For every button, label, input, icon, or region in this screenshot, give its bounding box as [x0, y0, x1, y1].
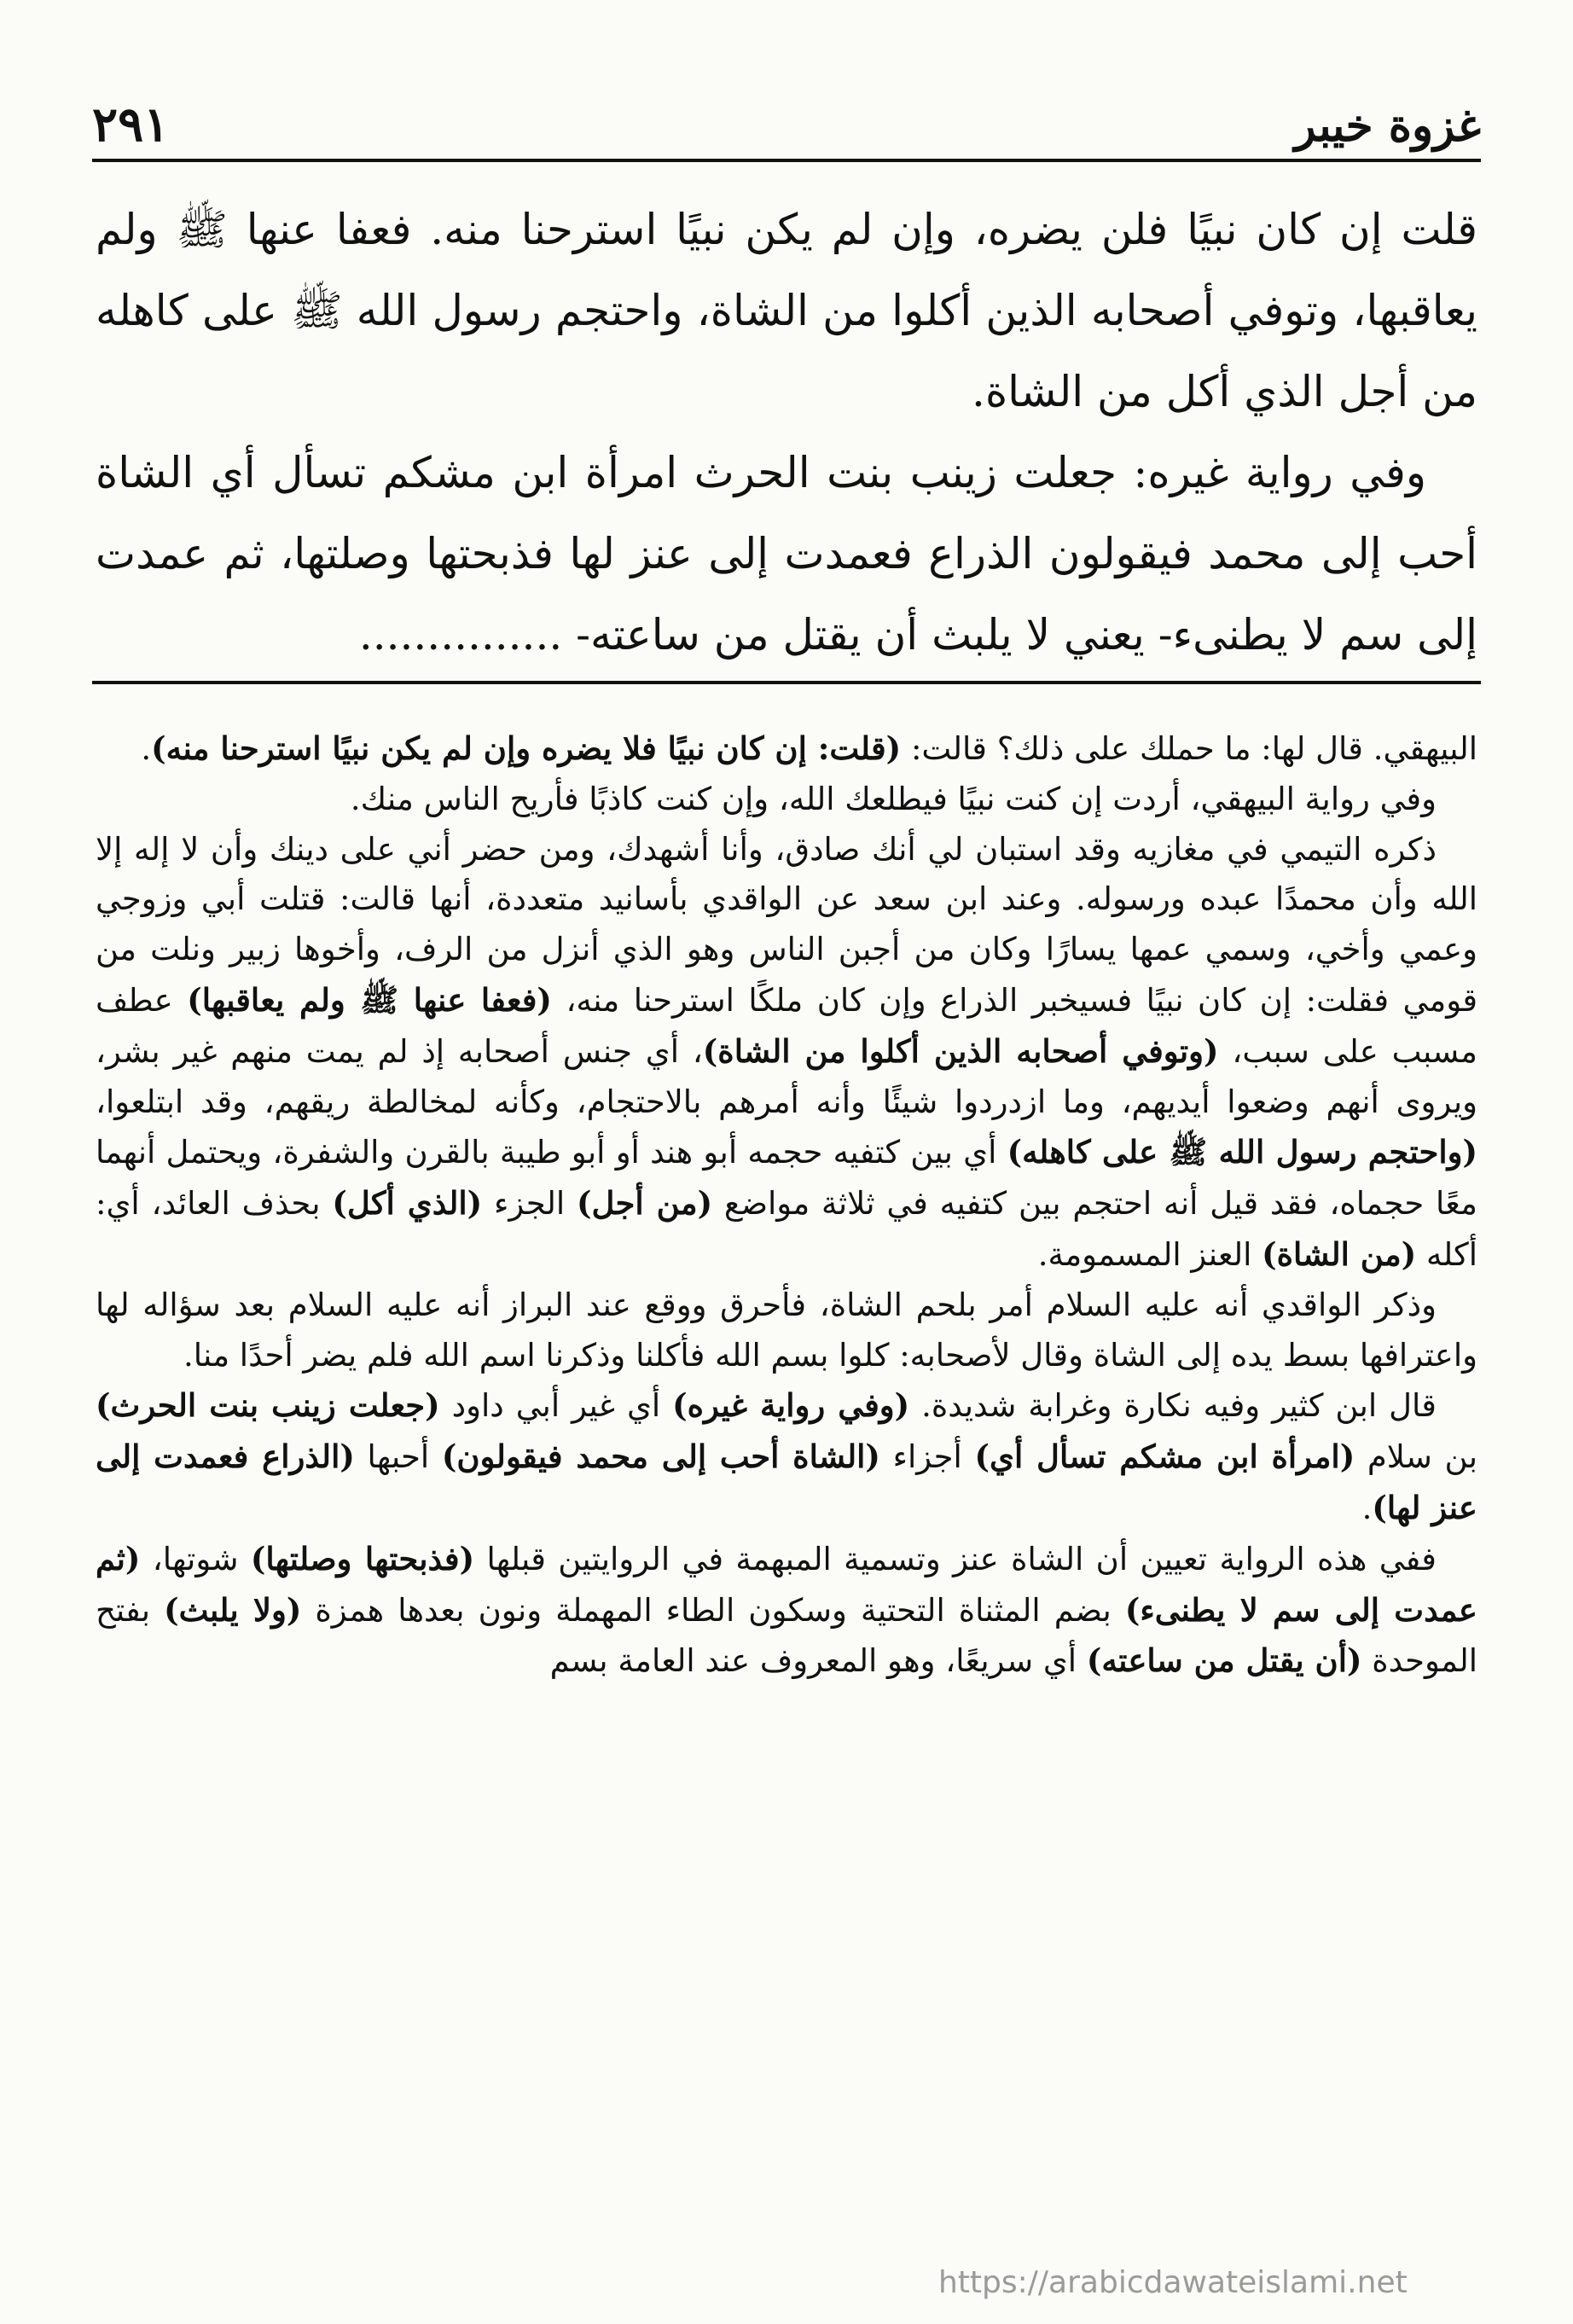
text-run: ففي هذه الرواية تعيين أن الشاة عنز وتسمية المبهمة في الروايتين قبلها — [474, 1540, 1437, 1577]
text-run: أي سريعًا، وهو المعروف عند العامة بسم — [549, 1642, 1087, 1680]
running-head — [92, 67, 1481, 153]
commentary-paragraph — [96, 1281, 1477, 1381]
text-run: ، أي جنس أصحابه إذ لم يمت منهم غير بشر، ويروى أنهم وضعوا أيديهم، وما ازدردوا شيئًا وأنه أمرهم بالاحتجام، وكأنه لمخالطة ريقهم، وقد ابتلعوا، — [96, 1032, 1477, 1120]
main-paragraph — [96, 189, 1477, 433]
bold-quote: (امرأة ابن مشكم تسأل أي) — [974, 1438, 1355, 1476]
text-run: العنز المسمومة. — [1037, 1235, 1262, 1273]
text-run: شوتها، — [140, 1540, 251, 1577]
bold-quote: (من الشاة) — [1262, 1235, 1417, 1273]
commentary-paragraph — [96, 1534, 1477, 1687]
text-run: عطف مسبب على سبب، — [96, 981, 1477, 1070]
bold-quote: (الشاة أحب إلى محمد فيقولون) — [441, 1438, 880, 1476]
bold-quote: (الذي أكل) — [332, 1184, 483, 1223]
text-run: قال ابن كثير وفيه نكارة وغرابة شديدة. — [909, 1387, 1437, 1425]
text-run: أجزاء — [879, 1438, 975, 1476]
bold-quote: (فذبحتها وصلتها) — [250, 1539, 475, 1577]
text-run: الجزء — [482, 1185, 578, 1223]
bold-quote: (أن يقتل من ساعته) — [1086, 1641, 1362, 1680]
text-run: أحبها — [354, 1438, 442, 1476]
separator-rule — [92, 681, 1481, 684]
bold-quote: (ثم عمدت إلى سم لا يطنىء) — [96, 1539, 1477, 1629]
commentary-text — [96, 723, 1477, 1687]
text-run: ذكره التيمي في مغازيه وقد استبان لي أنك صادق، وأنا أشهدك، ومن حضر أني على دينك وأن لا إله إلا الله وأن محمدًا عبده ورسوله. وعند ابن سعد عن الواقدي بأسانيد متعددة، أنها قالت: قتلت أبي وزوجي وعمي وأخي، وسمي عمها يسارًا وكان من أجبن الناس وهو الذي أنزل من الرف، وأخوها زبير ونلت من قومي فقلت: إن كان نبيًا فسيخبر الذراع وإن كان ملكًا استرحنا منه، — [96, 830, 1477, 1019]
text-run: . — [141, 730, 152, 767]
text-run: بضم المثناة التحتية وسكون الطاء المهملة ونون بعدها همزة — [301, 1591, 1125, 1629]
running-title: غزوة خيبر — [1294, 100, 1481, 152]
text-run: بحذف العائد، أي: أكله — [96, 1185, 1477, 1273]
text-run: وفي رواية البيهقي، أردت إن كنت نبيًا فيطلعك الله، وإن كنت كاذبًا فأريح الناس منك. — [350, 780, 1437, 817]
text-run: وفي رواية غيره: جعلت زينب بنت الحرث امرأة ابن مشكم تسأل أي الشاة أحب إلى محمد فيقولون الذراع فعمدت إلى عنز لها فذبحتها وصلتها، ثم عمدت إلى سم لا يطنىء- يعني لا يلبث أن يقتل من ساعته- ............... — [96, 448, 1477, 659]
commentary-paragraph — [96, 775, 1477, 825]
bold-quote: (واحتجم رسول الله ﷺ على كاهله) — [1007, 1133, 1478, 1171]
main-text — [96, 189, 1477, 676]
text-run: . — [1361, 1489, 1373, 1526]
commentary-paragraph — [96, 723, 1477, 775]
page-number: ٢٩١ — [92, 96, 170, 153]
bold-quote: (وتوفي أصحابه الذين أكلوا من الشاة) — [702, 1031, 1219, 1070]
header-rule — [92, 159, 1481, 162]
text-run: بن سلام — [1355, 1438, 1478, 1476]
bold-quote: (ولا يلبث) — [164, 1590, 302, 1629]
main-paragraph — [96, 433, 1477, 676]
commentary-paragraph — [96, 825, 1477, 1281]
text-run: وذكر الواقدي أنه عليه السلام أمر بلحم الشاة، فأحرق ووقع عند البراز أنه عليه السلام بعد سؤاله لها واعترافها بسط يده إلى الشاة وقال لأصحابه: كلوا بسم الله فأكلنا وذكرنا اسم الله فلم يضر أحدًا منا. — [96, 1286, 1477, 1374]
text-run: أي بين كتفيه حجمه أبو هند أو أبو طيبة بالقرن والشفرة، ويحتمل أنهما معًا حجماه، فقد قيل أنه احتجم بين كتفيه في ثلاثة مواضع — [96, 1134, 1477, 1223]
bold-quote: (قلت: إن كان نبيًا فلا يضره وإن لم يكن نبيًا استرحنا منه) — [151, 729, 902, 767]
text-run: أي غير أبي داود — [439, 1387, 673, 1425]
bold-quote: (الذراع فعمدت إلى عنز لها) — [96, 1438, 1477, 1526]
watermark-url: https://arabicdawateislami.net — [938, 2265, 1408, 2300]
bold-quote: (من أجل) — [577, 1184, 713, 1223]
bold-quote: (فعفا عنها ﷺ ولم يعاقبها) — [187, 980, 552, 1019]
text-run: بفتح الموحدة — [96, 1591, 1477, 1680]
commentary-paragraph — [96, 1380, 1477, 1533]
bold-quote: (وفي رواية غيره) — [672, 1386, 910, 1425]
text-run: البيهقي. قال لها: ما حملك على ذلك؟ قالت: — [901, 730, 1477, 767]
text-run: قلت إن كان نبيًا فلن يضره، وإن لم يكن نبيًا استرحنا منه. فعفا عنها ﷺ ولم يعاقبها، وتوفي أصحابه الذين أكلوا من الشاة، واحتجم رسول الله ﷺ على كاهله من أجل الذي أكل من الشاة. — [96, 205, 1477, 416]
bold-quote: (جعلت زينب بنت الحرث) — [96, 1386, 440, 1425]
